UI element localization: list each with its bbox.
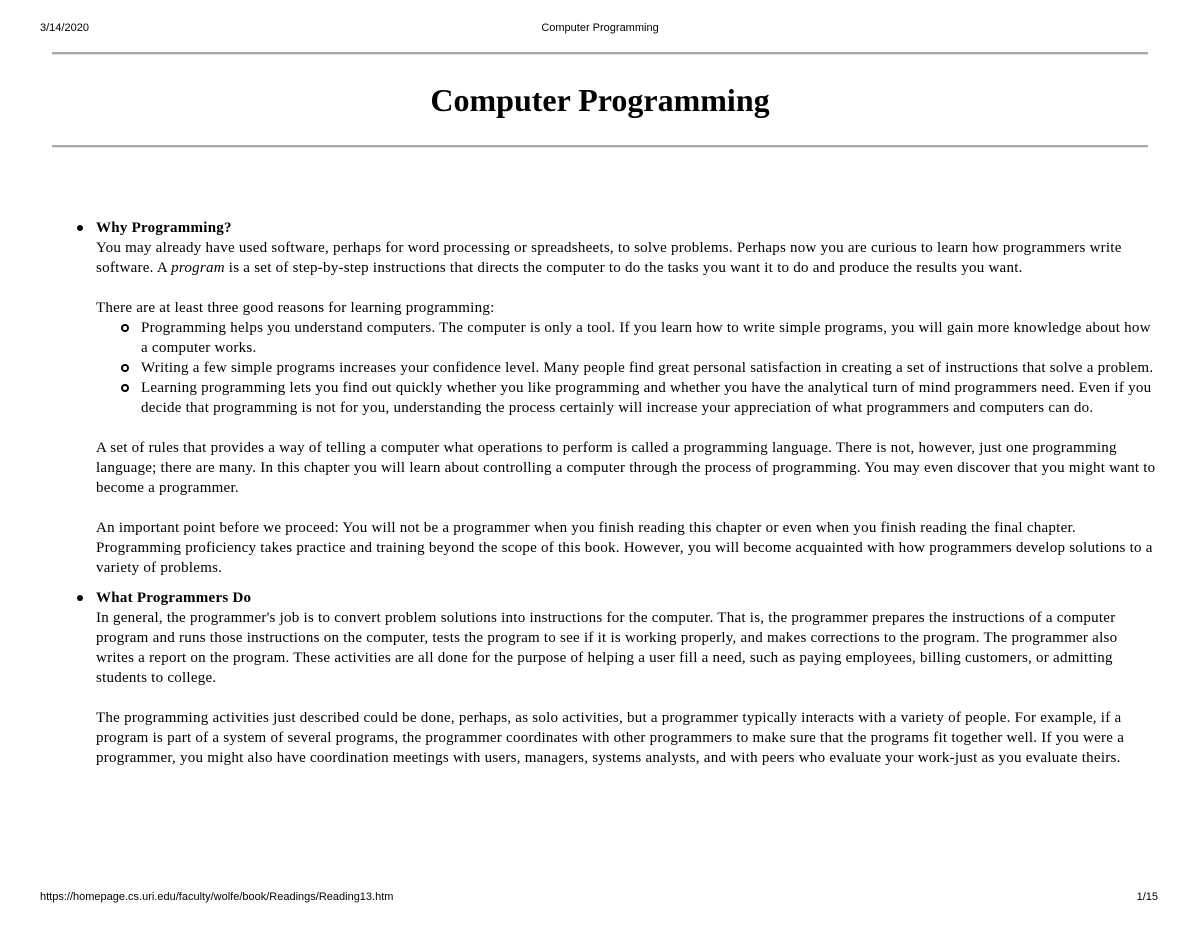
intro-text-after: is a set of step-by-step instructions that directs the computer to do the tasks you want it to do and produce the results you want.: [224, 260, 1023, 276]
bottom-horizontal-rule: [52, 145, 1148, 148]
page-title: Computer Programming: [430, 82, 770, 118]
top-horizontal-rule: [52, 52, 1148, 55]
programmer-activities-paragraph: The programming activities just described could be done, perhaps, as solo activities, but a programmer typically interacts with a variety of people. For example, if a program is part of a system of several programs, the programmer coordinates with other programmers to make sure that the programs fit together well. If you were a programmer, you might also have coordination meetings with users, managers, systems analysts, and with peers who evaluate your work-just as you evaluate theirs.: [96, 710, 1125, 766]
programmer-job-paragraph: In general, the programmer's job is to convert problem solutions into instructions for the computer. That is, the programmer prepares the instructions of a computer program and runs those instructions on the computer, tests the program to see if it is working properly, and makes corrections to the program. The programmer also writes a report on the program. These activities are all done for the purpose of helping a user fill a need, such as paying employees, billing customers, or admitting students to college.: [96, 610, 1118, 686]
bullet-circle-icon: [121, 384, 129, 392]
section-why-programming: [96, 218, 1156, 578]
print-document-title: Computer Programming: [541, 22, 659, 34]
page-number: 1/15: [1136, 891, 1158, 903]
section-heading: Why Programming?: [96, 220, 232, 236]
reasons-list: [96, 318, 1156, 418]
important-point-paragraph: An important point before we proceed: You will not be a programmer when you finish reading this chapter or even when you finish reading the final chapter. Programming proficiency takes practice and training beyond the scope of this book. However, you will become acquainted with how programmers develop solutions to a variety of problems.: [96, 520, 1153, 576]
section-what-programmers-do: [96, 588, 1156, 768]
bullet-disc-icon: [77, 225, 83, 231]
page-url: https://homepage.cs.uri.edu/faculty/wolfe/book/Readings/Reading13.htm: [40, 891, 394, 903]
intro-paragraph: [96, 238, 1156, 278]
reason-text: Programming helps you understand computers. The computer is only a tool. If you learn how to write simple programs, you will gain more knowledge about how a computer works.: [141, 320, 1151, 356]
program-term: program: [171, 260, 225, 276]
bullet-disc-icon: [77, 595, 83, 601]
programming-language-paragraph: A set of rules that provides a way of telling a computer what operations to perform is called a programming language. There is not, however, just one programming language; there are many. In this chapter you will learn about controlling a computer through the process of programming. You may even discover that you might want to become a programmer.: [96, 440, 1156, 496]
list-item: [141, 318, 1156, 358]
section-heading: What Programmers Do: [96, 590, 252, 606]
list-item: [141, 378, 1156, 418]
reason-text: Writing a few simple programs increases your confidence level. Many people find great personal satisfaction in creating a set of instructions that solve a problem.: [141, 360, 1154, 376]
reason-text: Learning programming lets you find out quickly whether you like programming and whether you have the analytical turn of mind programmers need. Even if you decide that programming is not for you, understanding the process certainly will increase your appreciation of what programmers and computers can do.: [141, 380, 1152, 416]
bullet-circle-icon: [121, 364, 129, 372]
print-date: 3/14/2020: [40, 22, 89, 34]
list-item: [141, 358, 1156, 378]
reasons-intro: There are at least three good reasons for learning programming:: [96, 300, 495, 316]
intro-text-before: You may already have used software, perhaps for word processing or spreadsheets, to solve problems. Perhaps now you are curious to learn how programmers write software. A: [96, 240, 1122, 276]
article-content: [96, 218, 1156, 768]
bullet-circle-icon: [121, 324, 129, 332]
